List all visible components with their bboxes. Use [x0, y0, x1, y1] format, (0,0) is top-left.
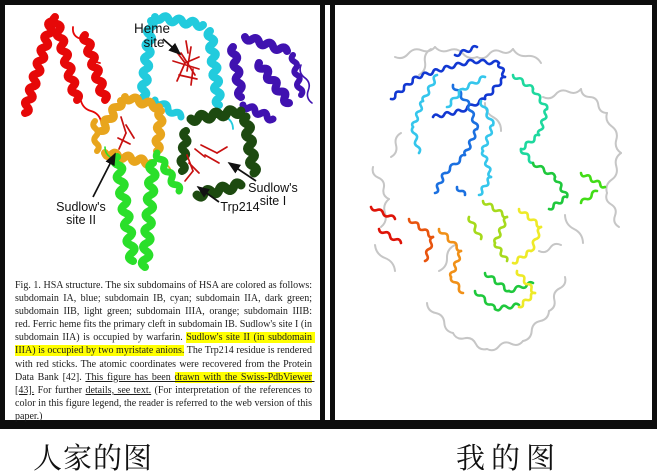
figure-caption — [5, 277, 320, 423]
right-panel-label: 我的图 — [456, 443, 562, 473]
trace-yellow-green — [469, 201, 508, 261]
caption-segment: The Trp214 residue is rendered with red sticks. The atomic coordinates were recovered from the Protein Data Bank [42]. — [15, 345, 315, 383]
heme-site-label: Heme — [133, 21, 171, 36]
heme-site-label: site — [143, 35, 165, 50]
subdomain-IIA-ribbon — [180, 110, 256, 197]
trace-bright-green — [581, 173, 605, 203]
trace-red — [371, 207, 401, 243]
hsa-ribbon-figure — [5, 5, 320, 277]
trace-yellow — [513, 209, 541, 307]
trp214-label: Trp214 — [220, 200, 260, 214]
panel-border-bridge-top — [319, 0, 336, 5]
sudlow-site-1-label: Sudlow's — [248, 181, 298, 195]
trace-orange — [439, 229, 463, 293]
trace-cyan — [412, 75, 494, 195]
trace-blue — [435, 85, 478, 195]
caption-segment: This figure has been — [85, 371, 175, 383]
caption-segment: details, see text. — [85, 384, 152, 396]
caption-segment: drawn with the Swiss-PdbViewer — [174, 371, 312, 383]
rainbow-backbone-figure — [335, 5, 652, 420]
trace-orange-red — [409, 219, 433, 261]
heme-sticks — [173, 41, 199, 85]
my-figure-panel — [330, 0, 657, 429]
sudlow-site-2-label: site II — [66, 213, 96, 227]
caption-segment: Sudlow's site II (in subdomain IIIA) is occupied by two myristate anions. — [15, 332, 315, 357]
caption-segment: [43]. — [15, 371, 315, 396]
heme-arrow — [163, 39, 180, 54]
sudlow-site-2-arrow — [93, 154, 115, 197]
warfarin-sticks — [195, 145, 227, 163]
left-panel-label: 人家的图 — [33, 443, 154, 473]
ribbon-subdomains — [25, 16, 312, 267]
sudlow-site-2-label: Sudlow's — [56, 200, 106, 214]
subdomain-IIIB-ribbon — [25, 17, 107, 121]
caption-segment: For further — [34, 384, 86, 396]
published-figure-panel — [0, 0, 325, 429]
trace-teal — [513, 75, 547, 163]
caption-segment: (For interpretation of the references to color in this figure legend, the reader is referred to the web version of this paper.) — [15, 384, 315, 422]
myristate-sticks — [118, 117, 134, 149]
sudlow-site-1-label: site I — [259, 194, 287, 208]
panel-border-bridge-bottom — [319, 420, 336, 429]
caption-segment: Fig. 1. HSA structure. The six subdomains of HSA are colored as follows: subdomain IA, blue; subdomain IB, cyan; subdomain IIA, dark green; subdomain IIB, light green; subdomain IIIA, orange; subdomain IIIB: red. Ferric heme fits the primary cleft in subdomain IB. Sudlow's site I (in subdomain IIA) is occupied by warfarin. — [15, 280, 315, 344]
